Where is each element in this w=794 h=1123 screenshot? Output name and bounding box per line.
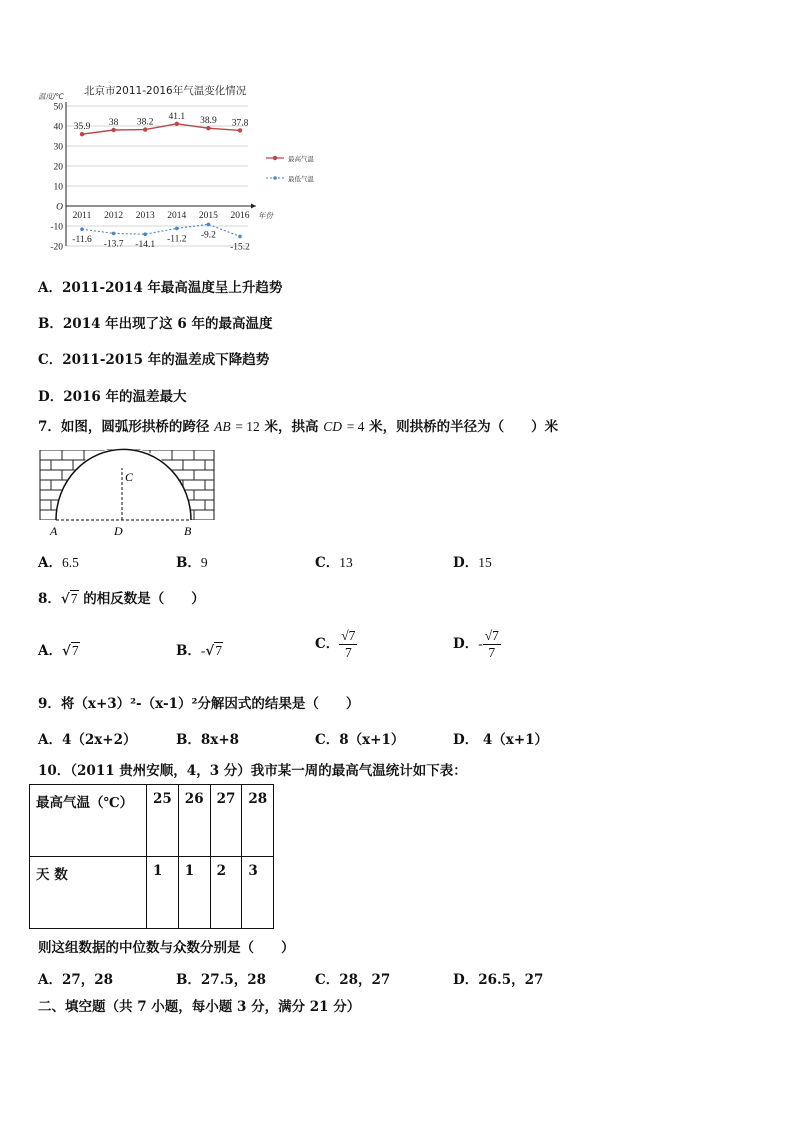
q9-option-a: A．4（2x+2） — [38, 732, 137, 748]
q8-radicand: 7 — [70, 591, 78, 606]
section-2-heading: 二、填空题（共 7 小题，每小题 3 分，满分 21 分） — [38, 999, 361, 1015]
point-c-label: C — [125, 470, 134, 484]
q7-option-c-value: 13 — [339, 555, 353, 570]
q8-option-c-fraction — [339, 628, 357, 661]
q8-option-c — [315, 628, 357, 661]
point-low — [175, 227, 179, 231]
chart-legend — [266, 154, 315, 183]
table-cell-temp-4: 28 — [242, 785, 274, 857]
q8-sqrt: √7 — [60, 591, 78, 607]
legend-marker-low — [273, 176, 277, 180]
q7-option-d-value: 15 — [478, 555, 492, 570]
y-tick-label: O — [56, 202, 63, 213]
q7-stem-suffix: 米，则拱桥的半径为（ ）米 — [369, 419, 559, 435]
point-high — [111, 128, 115, 132]
data-label-low: -15.2 — [230, 242, 250, 253]
q8-stem — [38, 587, 205, 607]
q6-option-b: B．2014 年出现了这 6 年的最高温度 — [38, 316, 273, 332]
q7-option-c — [315, 551, 353, 571]
data-label-high: 38.2 — [136, 117, 154, 128]
q9-option-b: B．8x+8 — [176, 732, 240, 748]
q8-option-a — [38, 639, 80, 659]
y-tick-label: 30 — [53, 142, 63, 153]
point-high — [80, 132, 84, 136]
q8-option-c-letter: C． — [315, 636, 340, 652]
legend-label-high: 最高气温 — [288, 155, 314, 163]
data-label-low: -13.7 — [103, 239, 124, 250]
legend-marker-high — [273, 156, 277, 160]
table-cell-temp-1: 25 — [147, 785, 179, 857]
q8-option-d-denominator: 7 — [488, 645, 496, 660]
q7-option-b-letter: B． — [176, 555, 201, 571]
q8-option-a-radicand: 7 — [71, 643, 79, 658]
point-high — [238, 128, 242, 132]
q7-ab: AB — [214, 419, 231, 434]
q7-stem — [38, 415, 558, 435]
point-high — [206, 126, 210, 130]
q7-ab-eq: = 12 — [235, 419, 260, 434]
q9-stem: 9．将（x+3）²-（x-1）²分解因式的结果是（ ） — [38, 696, 360, 712]
x-tick-label: 2011 — [72, 211, 92, 221]
q7-stem-prefix: 7．如图，圆弧形拱桥的跨径 — [38, 419, 210, 435]
q7-option-a — [38, 551, 79, 571]
arch-bridge-figure — [36, 448, 218, 540]
data-label-low: -11.2 — [167, 234, 187, 245]
q8-option-a-letter: A． — [38, 643, 62, 659]
q7-option-b — [176, 551, 208, 571]
chart-xlabel: 年份 — [258, 211, 273, 220]
data-label-high: 41.1 — [168, 111, 186, 122]
x-tick-label: 2016 — [230, 211, 250, 221]
table-cell-days-4: 3 — [242, 857, 274, 929]
q8-option-d — [453, 628, 501, 661]
q9-option-d: D． 4（x+1） — [453, 732, 549, 748]
point-high — [143, 127, 147, 131]
data-label-low: -11.6 — [72, 235, 92, 246]
table-cell-days-2: 1 — [178, 857, 210, 929]
q7-option-d — [453, 551, 492, 571]
table-row-days — [30, 857, 274, 929]
q7-option-b-value: 9 — [200, 555, 208, 570]
q6-option-c: C．2011-2015 年的温差成下降趋势 — [38, 352, 270, 368]
q10-option-d: D．26.5，27 — [453, 972, 544, 988]
y-tick-label: -20 — [50, 242, 63, 253]
q8-option-c-denominator: 7 — [344, 645, 352, 660]
point-low — [207, 223, 211, 227]
q8-option-d-letter: D． — [453, 636, 479, 652]
x-tick-label: 2014 — [167, 211, 187, 221]
point-d-label: D — [114, 524, 123, 538]
q8-option-d-fraction — [483, 628, 501, 661]
point-low — [112, 232, 116, 236]
table-head-days: 天 数 — [30, 857, 147, 929]
q6-option-a: A．2011-2014 年最高温度呈上升趋势 — [38, 280, 283, 296]
q8-option-d-neg: - — [478, 636, 483, 651]
x-tick-label: 2015 — [198, 211, 218, 221]
q7-option-c-letter: C． — [315, 555, 340, 571]
y-tick-label: -10 — [50, 222, 63, 233]
q8-option-b-neg: - — [200, 643, 206, 658]
q10-question: 则这组数据的中位数与众数分别是（ ） — [38, 940, 295, 956]
point-high — [175, 122, 179, 126]
temperature-table — [29, 784, 274, 929]
q8-option-b-radicand: 7 — [215, 643, 223, 658]
y-tick-label: 40 — [53, 122, 63, 133]
q7-cd-eq: = 4 — [346, 419, 365, 434]
chart-marks — [72, 112, 250, 253]
point-a-label: A — [50, 524, 58, 538]
table-cell-days-3: 2 — [210, 857, 242, 929]
q8-option-a-sqrt: √7 — [61, 643, 79, 659]
q10-option-c: C．28，27 — [315, 972, 391, 988]
temperature-line-chart — [36, 80, 336, 258]
q10-stem: 10．（2011 贵州安顺，4，3 分）我市某一周的最高气温统计如下表： — [38, 763, 467, 779]
q7-option-a-value: 6.5 — [61, 555, 79, 570]
x-axis-arrow — [251, 204, 256, 209]
q7-cd: CD — [323, 419, 342, 434]
q7-option-a-letter: A． — [38, 555, 62, 571]
table-row-temperature — [30, 785, 274, 857]
q7-option-d-letter: D． — [453, 555, 479, 571]
q8-option-b-letter: B． — [176, 643, 201, 659]
q9-option-c: C．8（x+1） — [315, 732, 405, 748]
q8-option-b — [176, 639, 223, 659]
legend-label-low: 最低气温 — [288, 175, 314, 183]
data-label-high: 38.9 — [200, 116, 217, 127]
data-label-high: 37.8 — [231, 118, 249, 129]
y-tick-label: 10 — [53, 182, 63, 193]
point-low — [143, 232, 147, 236]
point-b-label: B — [184, 524, 192, 538]
data-label-high: 35.9 — [73, 122, 91, 133]
q8-stem-prefix: 8． — [38, 591, 61, 607]
q8-option-d-radicand: 7 — [492, 628, 499, 643]
data-label-high: 38 — [108, 118, 119, 128]
table-cell-temp-3: 27 — [210, 785, 242, 857]
table-cell-temp-2: 26 — [178, 785, 210, 857]
q10-option-a: A．27，28 — [38, 972, 114, 988]
table-head-temperature: 最高气温（℃） — [30, 785, 147, 857]
q8-option-b-sqrt: √7 — [205, 643, 223, 659]
y-tick-label: 20 — [53, 162, 63, 173]
q8-stem-suffix: 的相反数是（ ） — [83, 591, 205, 607]
q6-option-d: D．2016 年的温差最大 — [38, 389, 187, 405]
data-label-low: -9.2 — [200, 230, 216, 241]
x-tick-label: 2013 — [135, 211, 155, 221]
q10-option-b: B．27.5，28 — [176, 972, 267, 988]
q8-option-c-radicand: 7 — [348, 628, 356, 643]
y-tick-label: 50 — [53, 102, 63, 113]
point-low — [238, 235, 242, 239]
chart-ylabel: 温度/℃ — [38, 92, 64, 101]
data-label-low: -14.1 — [135, 240, 156, 251]
point-low — [80, 227, 84, 231]
q8-option-c-numerator: √7 — [341, 628, 356, 643]
q7-mid: 米，拱高 — [264, 419, 319, 435]
table-cell-days-1: 1 — [147, 857, 179, 929]
chart-title: 北京市2011-2016年气温变化情况 — [84, 85, 247, 97]
x-tick-label: 2012 — [104, 211, 124, 221]
q8-option-d-numerator: √7 — [484, 628, 499, 643]
